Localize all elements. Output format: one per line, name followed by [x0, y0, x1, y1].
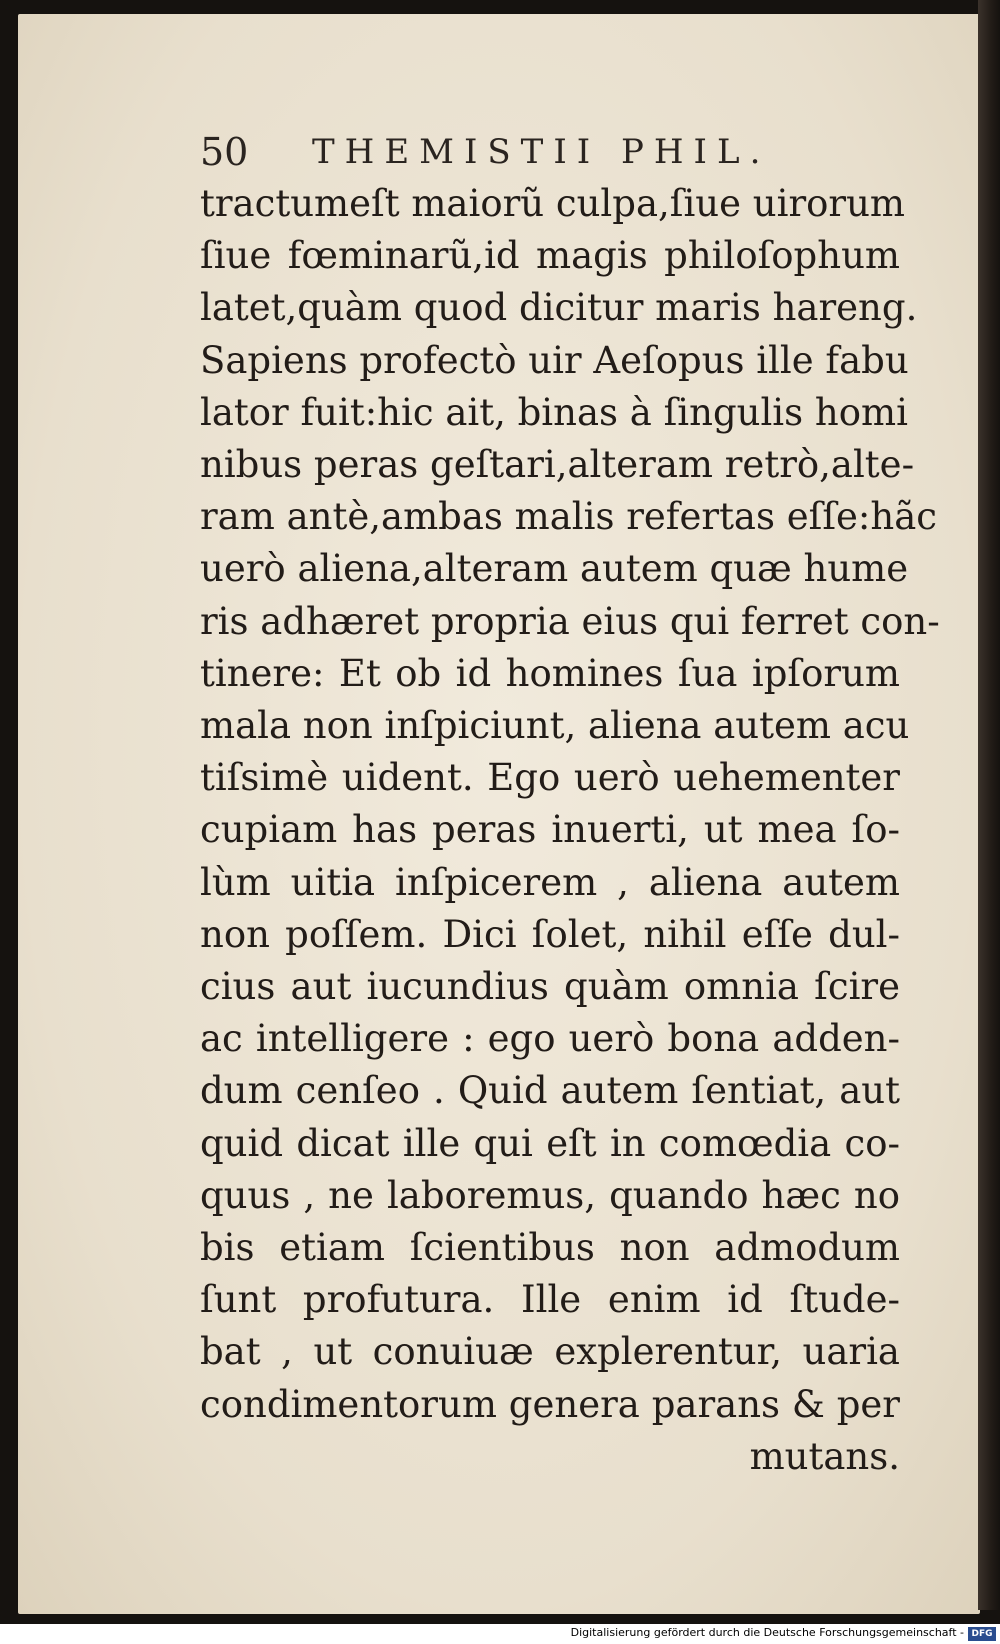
text-line: bat , ut conuiuæ explerentur, uaria — [200, 1330, 900, 1374]
text-line: uerò aliena,alteram autem quæ hume — [200, 547, 909, 591]
text-line: latet,quàm quod dicitur maris hareng. — [200, 286, 918, 330]
text-line: Sapiens profectò uir Aeſopus ille fabu — [200, 338, 909, 382]
text-line: lùm uitia inſpicerem , aliena autem — [200, 860, 900, 904]
text-line: quus , ne laboremus, quando hæc no — [200, 1173, 900, 1217]
text-line: ſiue fœminarũ,id magis philoſophum — [200, 234, 900, 278]
text-line: nibus peras geſtari,alteram retrò,alte- — [200, 443, 915, 487]
text-line: tractumeſt maiorũ culpa,ſiue uirorum — [200, 182, 906, 225]
text-line: ris adhæret propria eius qui ferret con- — [200, 599, 940, 643]
digitization-footer — [0, 1624, 1000, 1644]
text-line: lator fuit:hic ait, binas à ſingulis homi — [200, 390, 908, 434]
text-line: tinere: Et ob id homines ſua ipſorum — [200, 651, 900, 695]
text-line: ſunt profutura. Ille enim id ſtude- — [200, 1278, 900, 1322]
text-line: non poſſem. Dici ſolet, nihil eſſe dul- — [200, 912, 900, 956]
funding-credit: Digitalisierung gefördert durch die Deutsche Forschungsgemeinschaft - — [570, 1626, 964, 1639]
text-line: ram antè,ambas malis refertas eſſe:hãc — [200, 495, 938, 539]
text-line: bis etiam ſcientibus non admodum — [200, 1226, 900, 1270]
text-line: quid dicat ille qui eſt in comœdia co- — [200, 1121, 900, 1165]
text-line: condimentorum genera parans & per — [200, 1382, 900, 1426]
running-title: THEMISTII PHIL. — [312, 132, 771, 172]
text-line: cupiam has peras inuerti, ut mea ſo- — [200, 808, 900, 852]
body-text — [200, 178, 940, 1483]
text-line: ac intelligere : ego uerò bona adden- — [200, 1017, 900, 1061]
text-line: tiſsimè uident. Ego uerò uehementer — [200, 756, 900, 800]
book-spine-edge — [978, 0, 1000, 1610]
text-line-final: mutans. — [749, 1434, 900, 1478]
text-line: cius aut iucundius quàm omnia ſcire — [200, 965, 900, 1009]
text-line: dum cenſeo . Quid autem ſentiat, aut — [200, 1069, 900, 1113]
dfg-logo: DFG — [968, 1627, 996, 1641]
page-number: 50 — [200, 130, 249, 174]
text-line: mala non inſpiciunt, aliena autem acu — [200, 704, 910, 748]
